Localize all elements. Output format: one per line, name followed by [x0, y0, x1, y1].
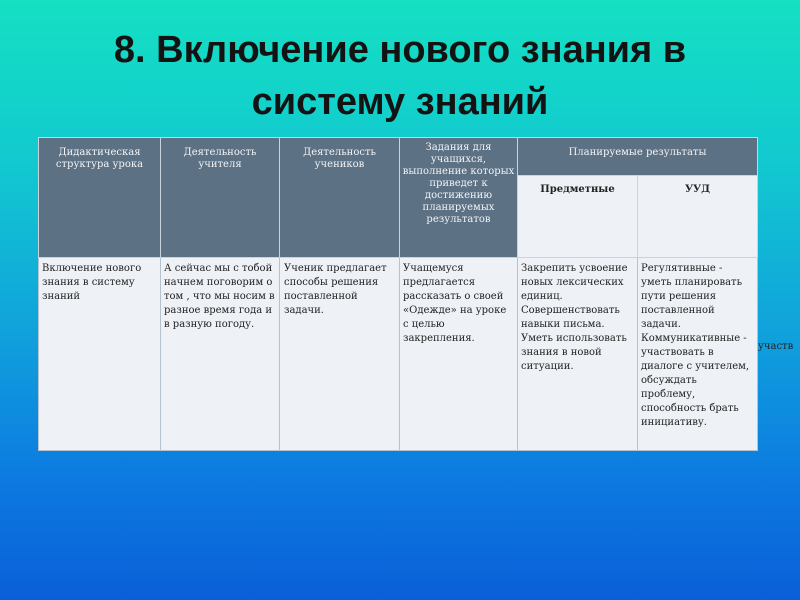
header-subject-results: Предметные: [518, 176, 638, 258]
cell-uud: Регулятивные - уметь планировать пути решения поставленной задачи. Коммуникативные - участвовать в диалоге с учителем, обсуждать проблему, способность брать инициативу.: [638, 258, 758, 451]
cell-student-activity: Ученик предлагает способы решения поставленной задачи.: [280, 258, 400, 451]
overflow-text: участв: [758, 341, 794, 352]
cell-subject-results: Закрепить усвоение новых лексических единиц. Совершенствовать навыки письма. Уметь использовать знания в новой ситуации.: [518, 258, 638, 451]
page-title: [0, 24, 800, 128]
cell-didactic-structure: Включение нового знания в систему знаний: [39, 258, 161, 451]
header-planned-results: Планируемые результаты: [518, 138, 758, 176]
header-teacher-activity: Деятельность учителя: [161, 138, 280, 258]
lesson-table: [38, 137, 758, 451]
header-uud: УУД: [638, 176, 758, 258]
cell-tasks: Учащемуся предлагается рассказать о своей «Одежде» на уроке с целью закрепления.: [400, 258, 518, 451]
table-row: [39, 258, 758, 451]
header-tasks: Задания для учащихся, выполнение которых приведет к достижению планируемых результатов: [400, 138, 518, 258]
lesson-table-container: [38, 137, 758, 451]
header-student-activity: Деятельность учеников: [280, 138, 400, 258]
header-row: [39, 138, 758, 176]
header-didactic-structure: Дидактическая структура урока: [39, 138, 161, 258]
cell-teacher-activity: А сейчас мы с тобой начнем поговорим о том , что мы носим в разное время года и в разную погоду.: [161, 258, 280, 451]
title-line-2: систему знаний: [251, 81, 549, 123]
title-line-1: 8. Включение нового знания в: [113, 29, 687, 71]
